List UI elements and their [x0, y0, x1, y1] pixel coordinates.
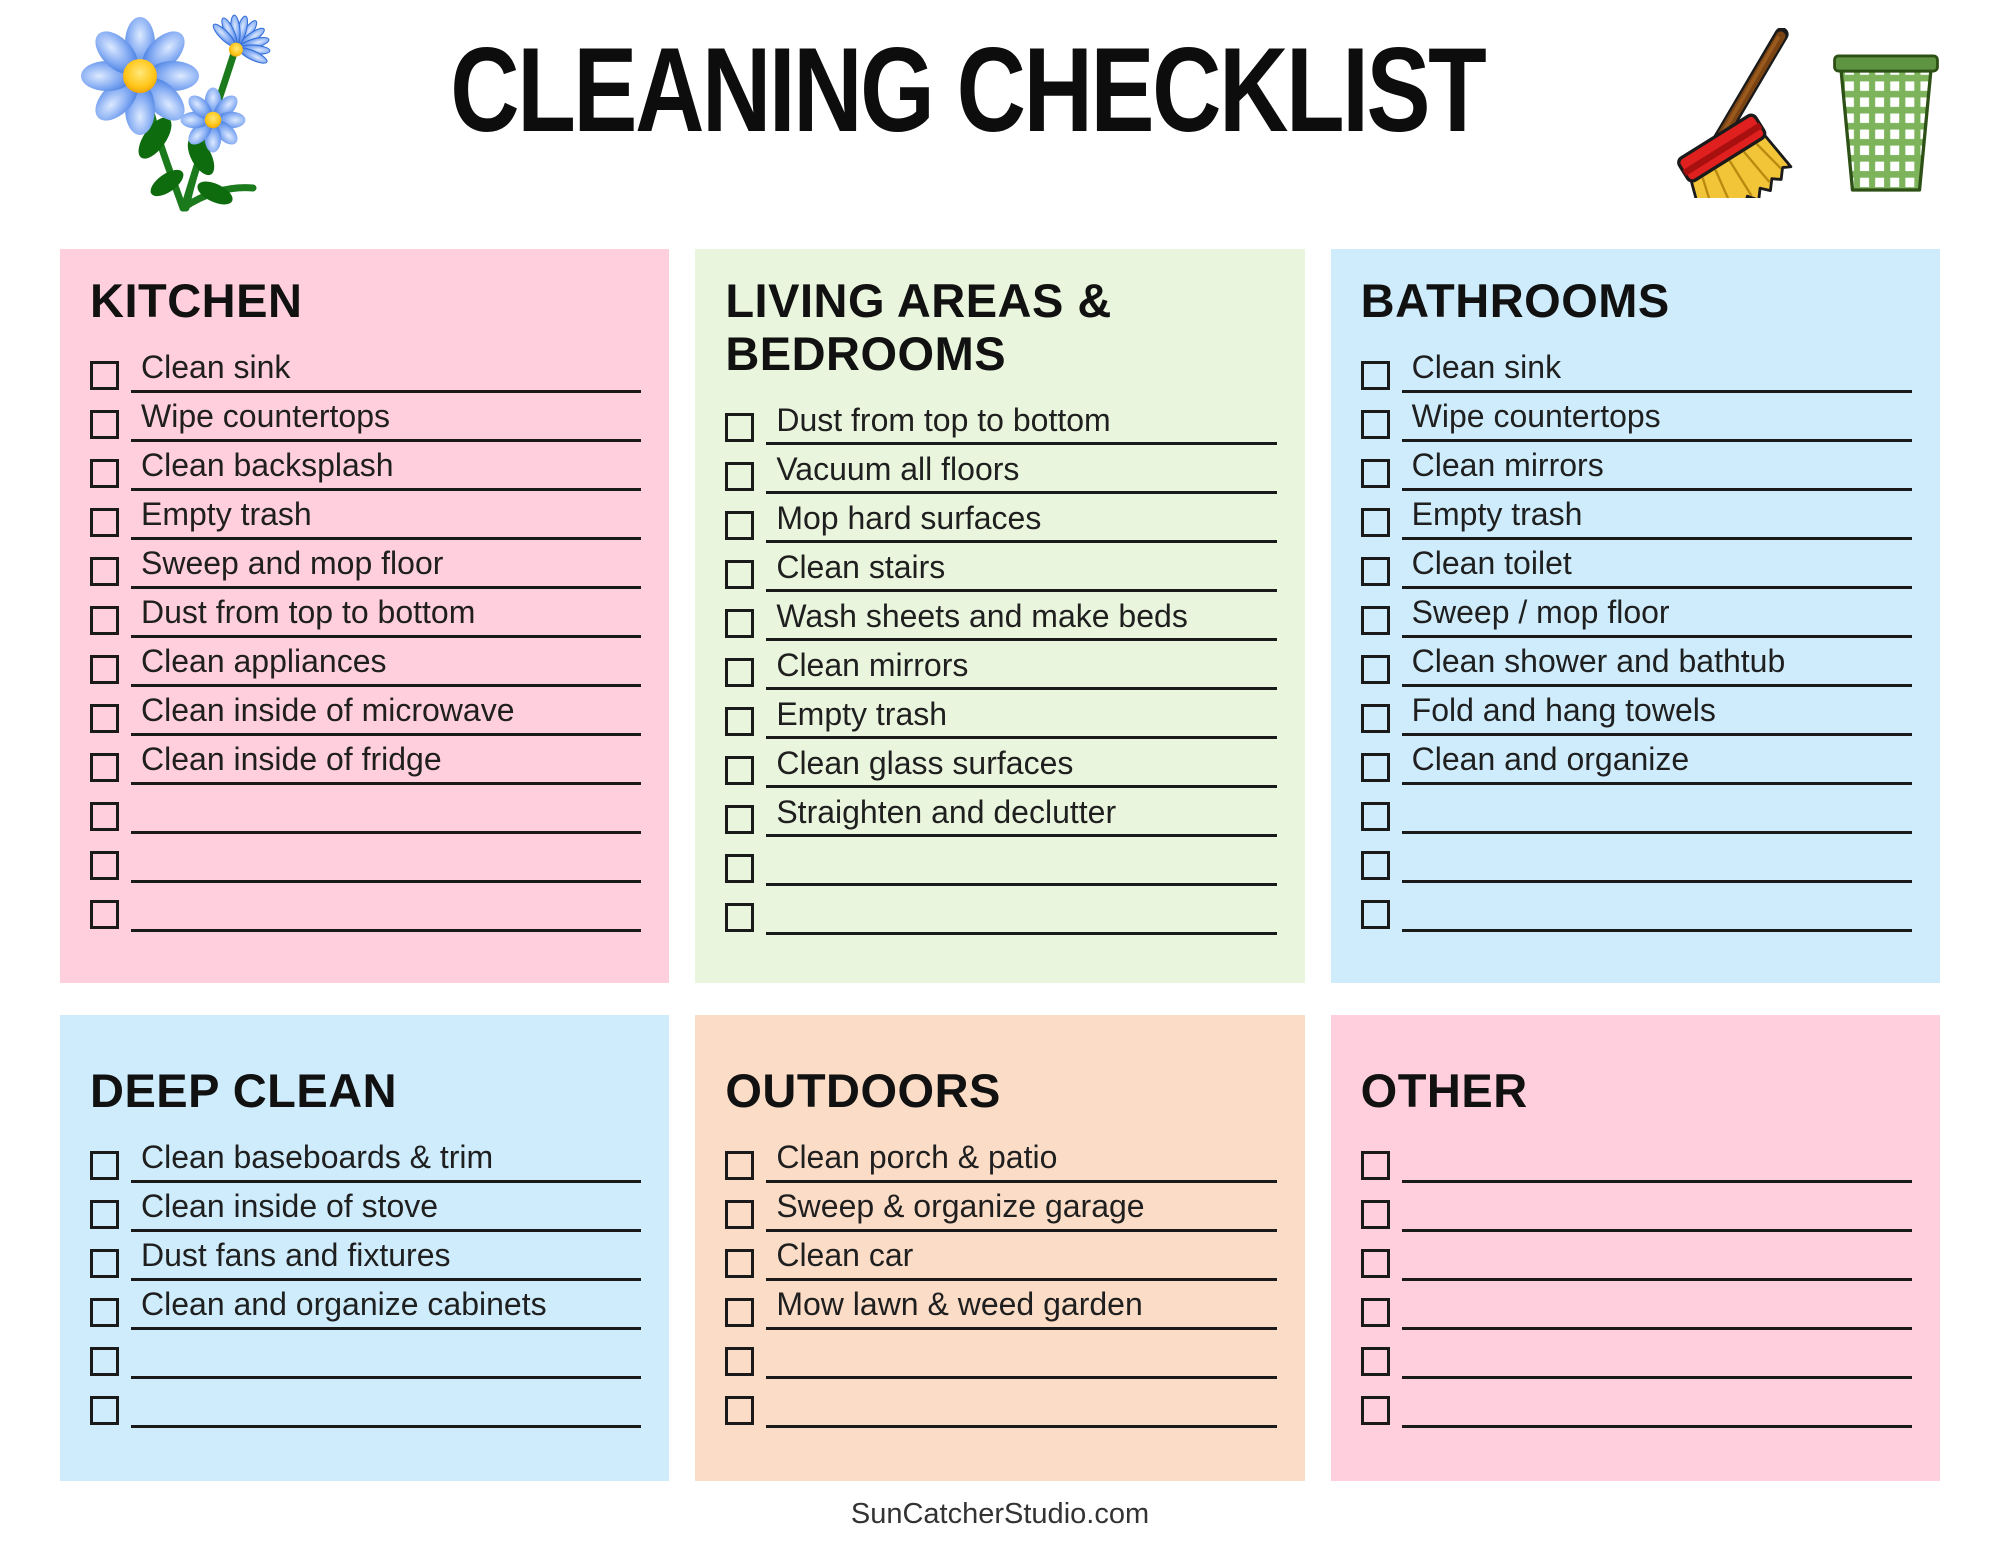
item-label: Mow lawn & weed garden — [766, 1284, 1276, 1330]
section-living-areas-bedrooms — [695, 249, 1304, 983]
item-label: Clean car — [766, 1235, 1276, 1281]
checklist-row — [725, 739, 1276, 788]
checkbox[interactable] — [1361, 753, 1390, 782]
section-bathrooms — [1331, 249, 1940, 983]
checklist-row — [1361, 785, 1912, 834]
page-title-text: CLEANING CHECKLIST — [450, 23, 1485, 157]
checklist-row — [90, 883, 641, 932]
checkbox[interactable] — [725, 707, 754, 736]
checkbox[interactable] — [90, 655, 119, 684]
checklist-row — [725, 494, 1276, 543]
blank-line — [1402, 1326, 1912, 1330]
checkbox[interactable] — [725, 658, 754, 687]
section-deep-clean — [60, 1015, 669, 1481]
checkbox[interactable] — [1361, 1200, 1390, 1229]
checkbox[interactable] — [725, 1200, 754, 1229]
item-label: Dust from top to bottom — [131, 592, 641, 638]
checklist-row — [1361, 883, 1912, 932]
item-label: Empty trash — [1402, 494, 1912, 540]
checklist-row — [725, 1379, 1276, 1428]
header — [0, 0, 2000, 249]
checkbox[interactable] — [1361, 606, 1390, 635]
blank-line — [1402, 1179, 1912, 1183]
section-other — [1331, 1015, 1940, 1481]
section-items — [1361, 344, 1912, 932]
blank-line — [131, 1424, 641, 1428]
checklist-row — [90, 589, 641, 638]
checkbox[interactable] — [1361, 361, 1390, 390]
section-title: LIVING AREAS & BEDROOMS — [725, 274, 1112, 380]
flowers-clipart — [55, 8, 290, 213]
checklist-row — [90, 393, 641, 442]
checklist-row — [90, 1134, 641, 1183]
checklist-row — [725, 1281, 1276, 1330]
blank-line — [131, 1375, 641, 1379]
checklist-row — [90, 1379, 641, 1428]
checklist-row — [90, 540, 641, 589]
section-title: OUTDOORS — [725, 1064, 1001, 1117]
checkbox[interactable] — [1361, 1298, 1390, 1327]
checklist-row — [1361, 1183, 1912, 1232]
item-label: Empty trash — [131, 494, 641, 540]
checkbox[interactable] — [90, 1347, 119, 1376]
blank-line — [1402, 1277, 1912, 1281]
checklist-row — [90, 1232, 641, 1281]
checkbox[interactable] — [90, 704, 119, 733]
checkbox[interactable] — [725, 413, 754, 442]
checklist-row — [1361, 1330, 1912, 1379]
item-label: Straighten and declutter — [766, 792, 1276, 838]
checkbox[interactable] — [90, 361, 119, 390]
checkbox[interactable] — [90, 1151, 119, 1180]
checklist-row — [1361, 589, 1912, 638]
checklist-row — [90, 344, 641, 393]
checkbox[interactable] — [725, 805, 754, 834]
checklist-row — [725, 1183, 1276, 1232]
item-label: Clean inside of stove — [131, 1186, 641, 1232]
checklist-row — [90, 736, 641, 785]
footer-text: SunCatcherStudio.com — [850, 1498, 1150, 1530]
checklist-row — [1361, 834, 1912, 883]
item-label: Wipe countertops — [1402, 396, 1912, 442]
checklist-row — [725, 396, 1276, 445]
checkbox[interactable] — [725, 1151, 754, 1180]
checklist-row — [90, 785, 641, 834]
checkbox[interactable] — [90, 1298, 119, 1327]
checklist-row — [90, 1183, 641, 1232]
item-label: Clean mirrors — [766, 645, 1276, 691]
checkbox[interactable] — [1361, 851, 1390, 880]
checklist-row — [90, 442, 641, 491]
checklist-row — [725, 641, 1276, 690]
item-label: Clean sink — [131, 347, 641, 393]
item-label: Vacuum all floors — [766, 449, 1276, 495]
checklist-row — [725, 1134, 1276, 1183]
checkbox[interactable] — [90, 851, 119, 880]
checklist-row — [1361, 687, 1912, 736]
checklist-row — [725, 1330, 1276, 1379]
checkbox[interactable] — [90, 900, 119, 929]
blank-line — [1402, 830, 1912, 834]
page-title — [290, 23, 1645, 157]
blank-line — [1402, 1424, 1912, 1428]
checklist-row — [1361, 1232, 1912, 1281]
item-label: Sweep & organize garage — [766, 1186, 1276, 1232]
blank-line — [766, 931, 1276, 935]
item-label: Empty trash — [766, 694, 1276, 740]
cleaning-cliparts — [1645, 28, 1945, 203]
checklist-row — [1361, 442, 1912, 491]
checkbox[interactable] — [725, 560, 754, 589]
checkbox[interactable] — [90, 753, 119, 782]
item-label: Clean inside of microwave — [131, 690, 641, 736]
checklist-row — [725, 690, 1276, 739]
section-items — [1361, 1134, 1912, 1428]
item-label: Clean backsplash — [131, 445, 641, 491]
item-label: Mop hard surfaces — [766, 498, 1276, 544]
checkbox[interactable] — [725, 1298, 754, 1327]
item-label: Clean glass surfaces — [766, 743, 1276, 789]
checkbox[interactable] — [90, 1200, 119, 1229]
item-label: Clean mirrors — [1402, 445, 1912, 491]
blank-line — [766, 882, 1276, 886]
checklist-row — [725, 788, 1276, 837]
checkbox[interactable] — [90, 557, 119, 586]
item-label: Dust fans and fixtures — [131, 1235, 641, 1281]
checkbox[interactable] — [90, 802, 119, 831]
checklist-row — [90, 1330, 641, 1379]
checkbox[interactable] — [1361, 410, 1390, 439]
item-label: Clean appliances — [131, 641, 641, 687]
checklist-row — [90, 687, 641, 736]
checklist-row — [1361, 1134, 1912, 1183]
item-label: Dust from top to bottom — [766, 400, 1276, 446]
item-label: Sweep and mop floor — [131, 543, 641, 589]
blank-line — [766, 1375, 1276, 1379]
checkbox[interactable] — [1361, 655, 1390, 684]
checkbox[interactable] — [725, 462, 754, 491]
checkbox[interactable] — [725, 756, 754, 785]
checkbox[interactable] — [90, 459, 119, 488]
item-label: Clean toilet — [1402, 543, 1912, 589]
item-label: Fold and hang towels — [1402, 690, 1912, 736]
blank-line — [131, 928, 641, 932]
checkbox[interactable] — [1361, 900, 1390, 929]
checkbox[interactable] — [725, 1396, 754, 1425]
checklist-row — [725, 837, 1276, 886]
item-label: Wash sheets and make beds — [766, 596, 1276, 642]
blank-line — [131, 830, 641, 834]
checkbox[interactable] — [90, 1249, 119, 1278]
checkbox[interactable] — [90, 1396, 119, 1425]
section-items — [90, 1134, 641, 1428]
checklist-row — [1361, 736, 1912, 785]
checkbox[interactable] — [725, 511, 754, 540]
checkbox[interactable] — [1361, 508, 1390, 537]
item-label: Wipe countertops — [131, 396, 641, 442]
checkbox[interactable] — [1361, 1151, 1390, 1180]
checkbox[interactable] — [90, 410, 119, 439]
section-items — [90, 344, 641, 932]
checkbox[interactable] — [1361, 557, 1390, 586]
item-label: Clean porch & patio — [766, 1137, 1276, 1183]
checklist-row — [725, 543, 1276, 592]
section-title: BATHROOMS — [1360, 274, 1670, 327]
checklist-row — [1361, 491, 1912, 540]
blank-line — [1402, 1375, 1912, 1379]
item-label: Clean stairs — [766, 547, 1276, 593]
blank-line — [1402, 879, 1912, 883]
section-items — [725, 1134, 1276, 1428]
checklist-row — [1361, 1379, 1912, 1428]
item-label: Clean sink — [1402, 347, 1912, 393]
trash-basket-icon — [1827, 46, 1945, 203]
checklist-grid — [0, 249, 2000, 1481]
checkbox[interactable] — [1361, 459, 1390, 488]
checkbox[interactable] — [1361, 1396, 1390, 1425]
item-label: Clean and organize cabinets — [131, 1284, 641, 1330]
section-items — [725, 396, 1276, 935]
blank-line — [766, 1424, 1276, 1428]
checkbox[interactable] — [725, 903, 754, 932]
checkbox[interactable] — [725, 1347, 754, 1376]
checklist-row — [1361, 1281, 1912, 1330]
section-outdoors — [695, 1015, 1304, 1481]
section-title: KITCHEN — [90, 274, 303, 327]
checklist-row — [1361, 344, 1912, 393]
item-label: Clean inside of fridge — [131, 739, 641, 785]
item-label: Clean shower and bathtub — [1402, 641, 1912, 687]
checkbox[interactable] — [90, 606, 119, 635]
section-title: DEEP CLEAN — [90, 1064, 398, 1117]
item-label: Clean and organize — [1402, 739, 1912, 785]
checklist-row — [1361, 638, 1912, 687]
checkbox[interactable] — [1361, 704, 1390, 733]
checklist-row — [90, 491, 641, 540]
checkbox[interactable] — [1361, 1347, 1390, 1376]
section-title: OTHER — [1360, 1064, 1528, 1117]
item-label: Sweep / mop floor — [1402, 592, 1912, 638]
blank-line — [1402, 928, 1912, 932]
checklist-row — [725, 886, 1276, 935]
checkbox[interactable] — [1361, 802, 1390, 831]
checklist-row — [90, 834, 641, 883]
checklist-row — [725, 445, 1276, 494]
checklist-row — [1361, 393, 1912, 442]
checkbox[interactable] — [90, 508, 119, 537]
checklist-row — [725, 1232, 1276, 1281]
checkbox[interactable] — [725, 854, 754, 883]
checkbox[interactable] — [725, 609, 754, 638]
checklist-row — [90, 1281, 641, 1330]
checkbox[interactable] — [725, 1249, 754, 1278]
checkbox[interactable] — [1361, 1249, 1390, 1278]
checklist-row — [90, 638, 641, 687]
item-label: Clean baseboards & trim — [131, 1137, 641, 1183]
blank-line — [1402, 1228, 1912, 1232]
blank-line — [131, 879, 641, 883]
checklist-row — [1361, 540, 1912, 589]
section-kitchen — [60, 249, 669, 983]
checklist-row — [725, 592, 1276, 641]
broom-icon — [1671, 28, 1821, 203]
